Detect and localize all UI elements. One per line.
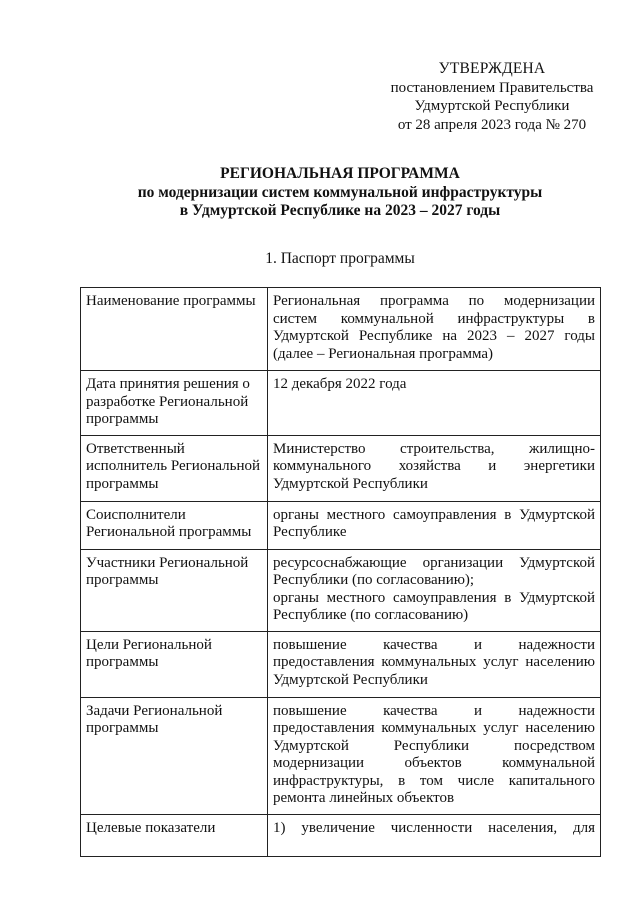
row-label: Дата принятия решения о разработке Региональной программы: [81, 371, 268, 436]
value-line: (далее – Региональная программа): [273, 345, 494, 362]
value-line: ремонта линейных объектов: [273, 790, 455, 806]
approval-line-1: постановлением Правительства: [390, 79, 594, 96]
value-line: 1) увеличение численности населения, для: [273, 819, 595, 836]
table-row: [81, 814, 601, 856]
table-row: [81, 435, 601, 501]
value-line: модернизации объектов коммунальной: [273, 755, 595, 771]
value-line: органы местного самоуправления в Удмуртской: [273, 506, 595, 523]
row-value: [268, 631, 601, 697]
value-line: коммунального хозяйства и энергетики: [273, 458, 595, 474]
value-line: Удмуртской Республики посредством: [273, 737, 595, 754]
value-line: Республике (по согласованию): [273, 607, 469, 623]
row-label: Участники Региональной программы: [81, 549, 268, 631]
row-label: Наименование программы: [81, 288, 268, 371]
value-line: Министерство строительства, жилищно-: [273, 440, 595, 457]
value-line: повышение качества и надежности: [273, 702, 595, 719]
table-row: [81, 371, 601, 436]
value-line: систем коммунальной инфраструктуры в: [273, 310, 595, 327]
value-line: ресурсоснабжающие организации Удмуртской: [273, 554, 595, 571]
title-line-2: по модернизации систем коммунальной инфраструктуры: [137, 183, 543, 201]
row-value: [268, 435, 601, 501]
title-line-1: РЕГИОНАЛЬНАЯ ПРОГРАММА: [220, 165, 460, 182]
value-line: Удмуртской Республики: [273, 671, 428, 688]
approval-line-2: Удмуртской Республики: [414, 98, 570, 114]
value-line: Республике: [273, 524, 347, 540]
section-title: 1. Паспорт программы: [265, 250, 415, 267]
table-row: [81, 631, 601, 697]
table-row: [81, 288, 601, 371]
value-line: повышение качества и надежности: [273, 636, 595, 653]
value-line: инфраструктуры, в том числе капитального: [273, 772, 595, 789]
row-label: Задачи Региональной программы: [81, 697, 268, 814]
value-line: Удмуртской Республике на 2023 – 2027 годы: [273, 328, 595, 344]
table-row: [81, 697, 601, 814]
approval-heading: УТВЕРЖДЕНА: [438, 60, 546, 77]
row-label: Соисполнители Региональной программы: [81, 501, 268, 549]
approval-line-3: от 28 апреля 2023 года № 270: [397, 116, 587, 133]
row-value: [268, 814, 601, 856]
value-line: Удмуртской Республики: [273, 475, 428, 492]
passport-table: [80, 287, 601, 857]
value-line: предоставления коммунальных услуг населению: [273, 720, 595, 736]
row-label: Цели Региональной программы: [81, 631, 268, 697]
row-value: [268, 501, 601, 549]
document-title: [80, 165, 600, 221]
value-line: 12 декабря 2022 года: [273, 376, 407, 392]
row-label: Целевые показатели: [81, 814, 268, 856]
value-line: Республики (по согласованию);: [273, 572, 475, 588]
value-line: предоставления коммунальных услуг населению: [273, 654, 595, 670]
value-line: Региональная программа по модернизации: [273, 293, 595, 309]
row-value: [268, 549, 601, 631]
row-value: [268, 288, 601, 371]
value-line: органы местного самоуправления в Удмуртской: [273, 589, 595, 606]
row-value: [268, 371, 601, 436]
title-line-3: в Удмуртской Республике на 2023 – 2027 годы: [179, 202, 501, 219]
row-label: Ответственный исполнитель Региональной программы: [81, 435, 268, 501]
approval-stamp: [372, 60, 612, 134]
table-row: [81, 549, 601, 631]
table-row: [81, 501, 601, 549]
row-value: [268, 697, 601, 814]
